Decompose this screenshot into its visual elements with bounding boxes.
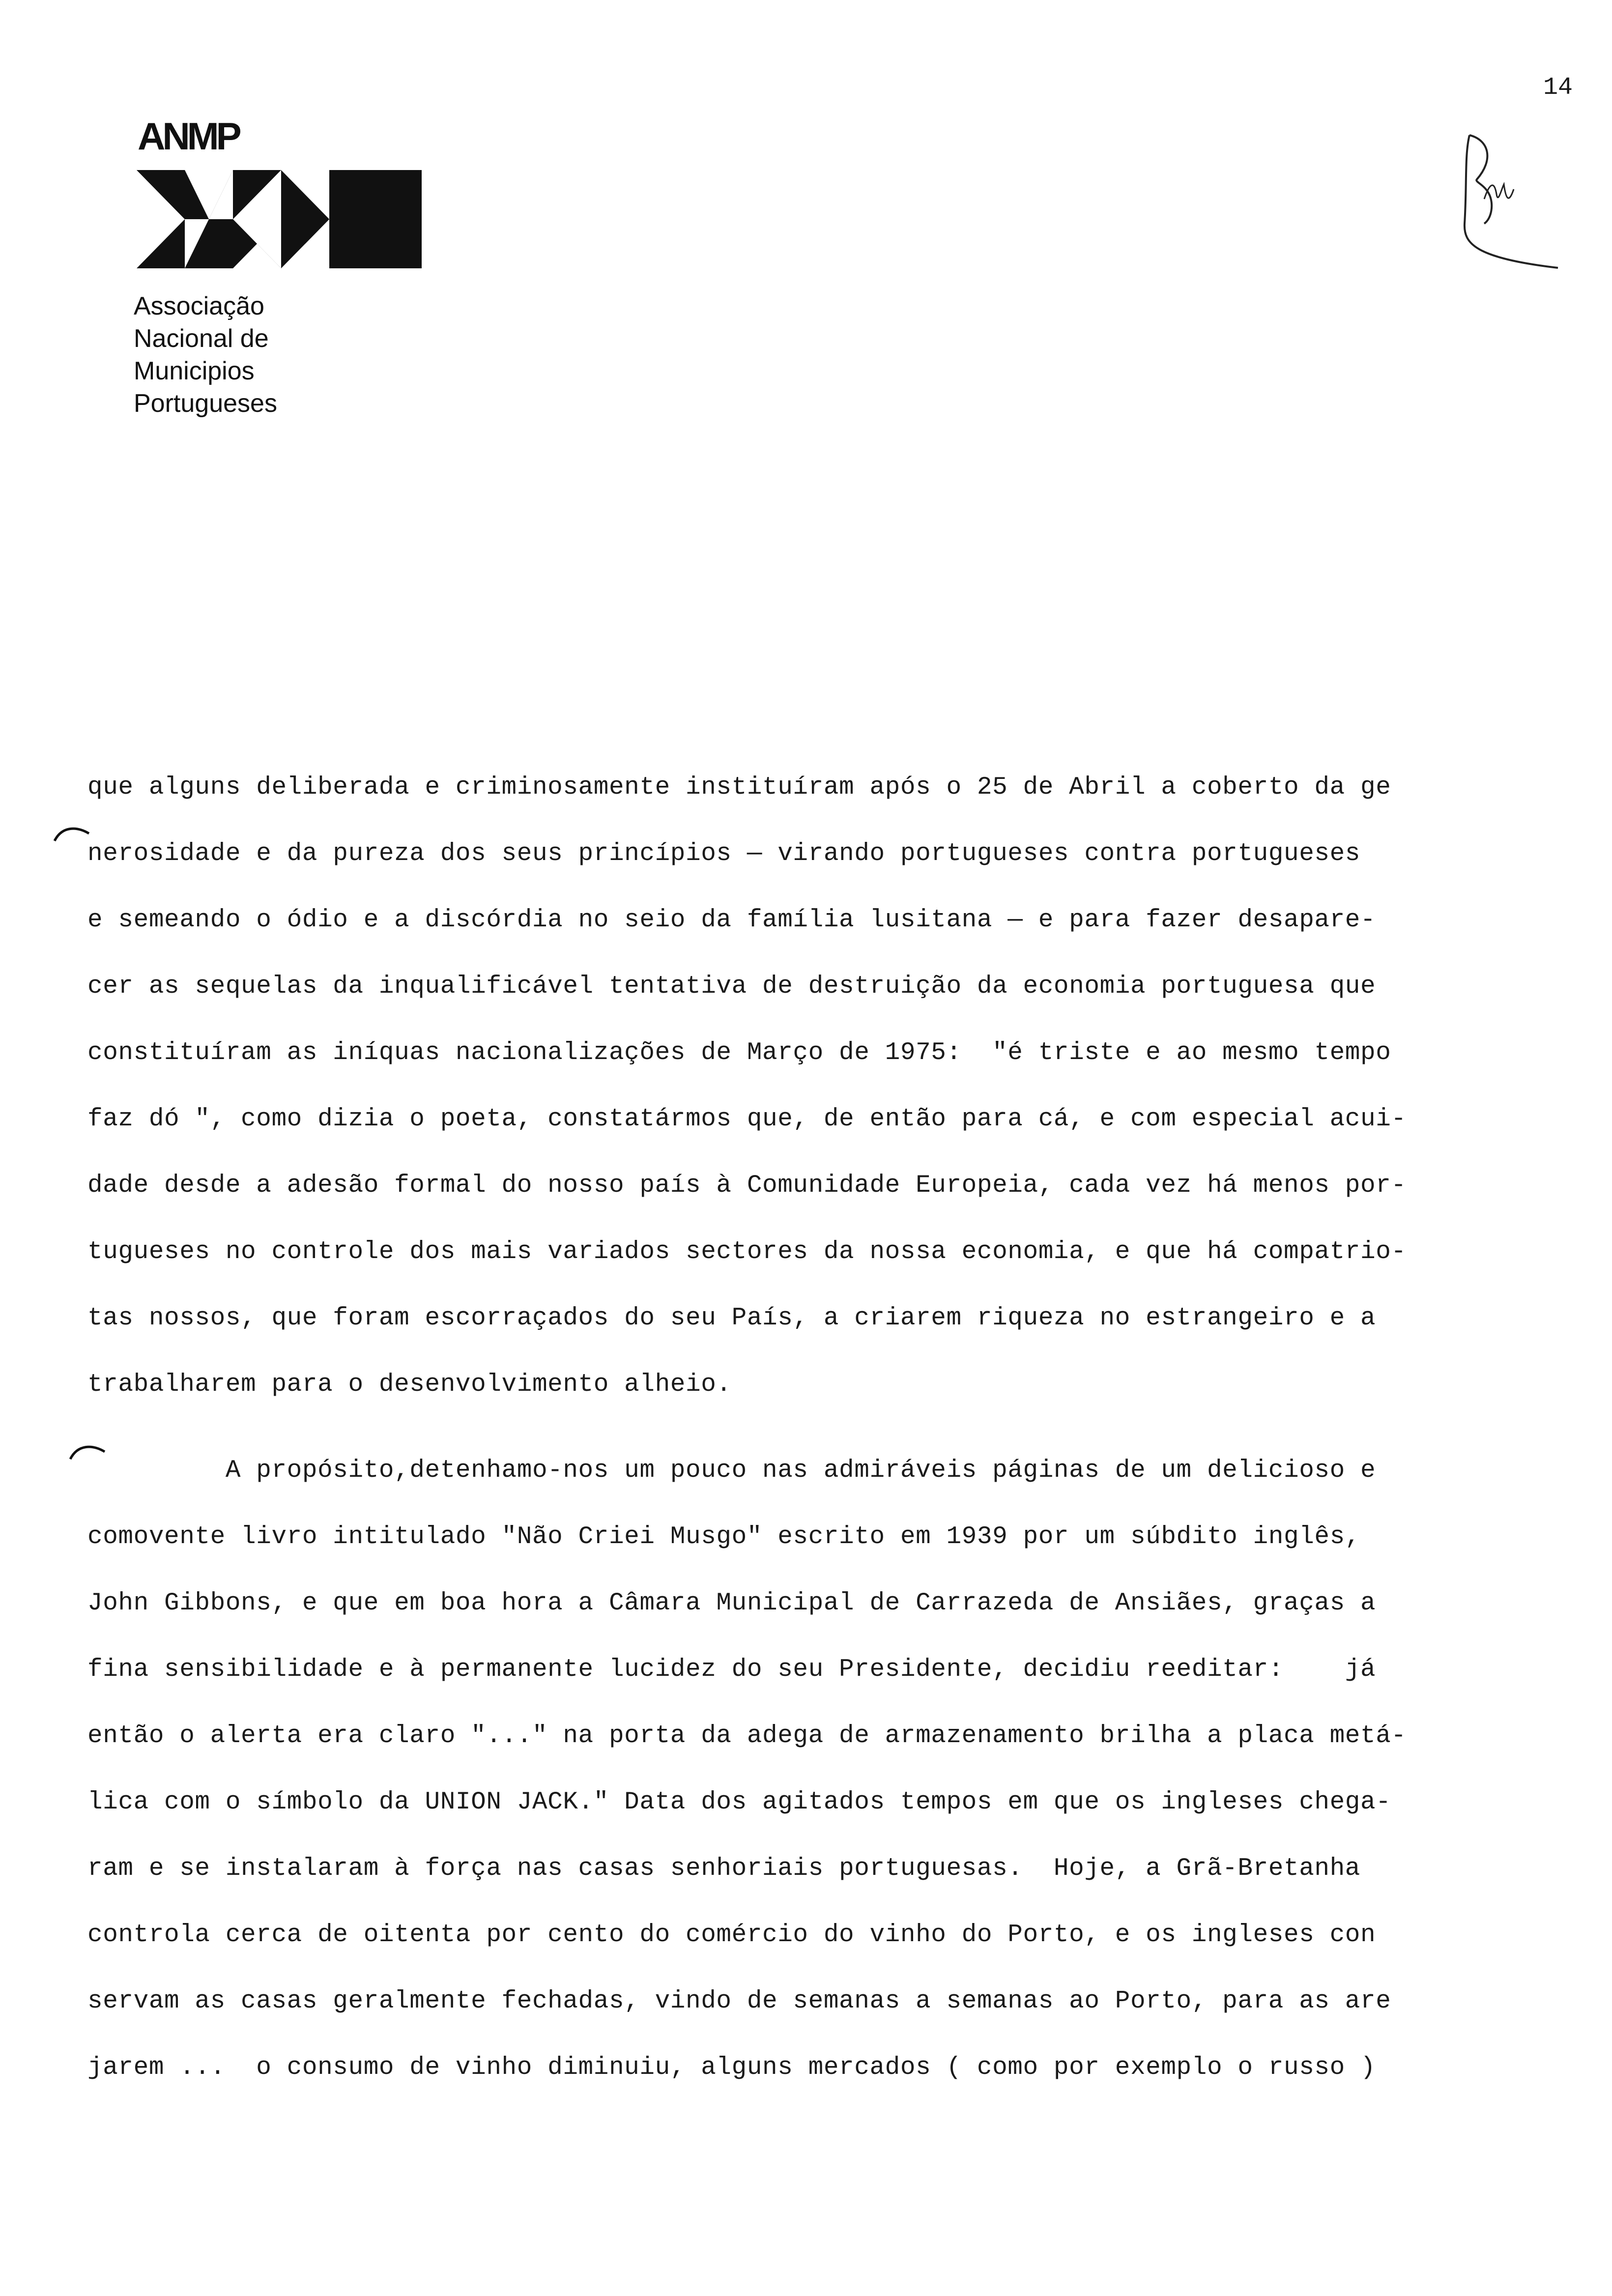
logo-wordmark: ANMP — [138, 115, 239, 158]
text-line: constituíram as iníquas nacionalizações de Março de 1975: "é triste e ao mesmo tempo — [87, 1039, 1391, 1067]
text-line: então o alerta era claro "..." na porta da adega de armazenamento brilha a placa metá- — [87, 1722, 1407, 1750]
paragraph-1 — [87, 754, 1513, 1418]
text-line: e semeando o ódio e a discórdia no seio da família lusitana — e para fazer desapare- — [87, 906, 1376, 934]
text-line: ram e se instalaram à força nas casas senhoriais portuguesas. Hoje, a Grã-Bretanha — [87, 1855, 1361, 1883]
text-line: que alguns deliberada e criminosamente instituíram após o 25 de Abril a coberto da ge — [87, 774, 1391, 802]
text-line: John Gibbons, e que em boa hora a Câmara Municipal de Carrazeda de Ansiães, graças a — [87, 1589, 1376, 1617]
text-line: faz dó ", como dizia o poeta, constatármos que, de então para cá, e com especial acui- — [87, 1105, 1407, 1133]
text-line: dade desde a adesão formal do nosso país à Comunidade Europeia, cada vez há menos por- — [87, 1172, 1407, 1200]
anmp-logo — [134, 117, 438, 420]
text-line: comovente livro intitulado "Não Criei Musgo" escrito em 1939 por um súbdito inglês, — [87, 1523, 1361, 1551]
document-body — [87, 754, 1513, 2101]
text-line: trabalharem para o desenvolvimento alheio. — [87, 1371, 732, 1399]
text-line: tas nossos, que foram escorraçados do seu País, a criarem riqueza no estrangeiro e a — [87, 1304, 1376, 1332]
logo-caption-line: Portugueses — [134, 389, 277, 418]
logo-caption-line: Municipios — [134, 357, 255, 385]
anmp-emblem-icon — [137, 170, 422, 268]
text-line: tugueses no controle dos mais variados sectores da nossa economia, e que há compatrio- — [87, 1238, 1407, 1266]
paragraph-2 — [87, 1437, 1513, 2101]
text-line: cer as sequelas da inqualificável tentativa de destruição da economia portuguesa que — [87, 973, 1376, 1001]
paragraph-gap — [87, 1418, 1513, 1437]
text-line: servam as casas geralmente fechadas, vindo de semanas a semanas ao Porto, para as are — [87, 1987, 1391, 2015]
logo-caption — [134, 290, 438, 420]
page-number: 14 — [1543, 74, 1573, 102]
text-line: nerosidade e da pureza dos seus princípios — virando portugueses contra portugueses — [87, 840, 1361, 868]
text-line: A propósito,detenhamo-nos um pouco nas admiráveis páginas de um delicioso e — [87, 1457, 1376, 1485]
signature-icon — [1455, 125, 1563, 273]
logo-caption-line: Associação — [134, 292, 264, 320]
margin-mark-icon — [52, 824, 91, 843]
text-line: jarem ... o consumo de vinho diminuiu, alguns mercados ( como por exemplo o russo ) — [87, 2054, 1376, 2082]
text-line: controla cerca de oitenta por cento do comércio do vinho do Porto, e os ingleses con — [87, 1921, 1376, 1949]
logo-caption-line: Nacional de — [134, 324, 269, 353]
text-line: lica com o símbolo da UNION JACK." Data dos agitados tempos em que os ingleses chega- — [87, 1788, 1391, 1816]
text-line: fina sensibilidade e à permanente lucidez do seu Presidente, decidiu reeditar: já — [87, 1656, 1376, 1684]
